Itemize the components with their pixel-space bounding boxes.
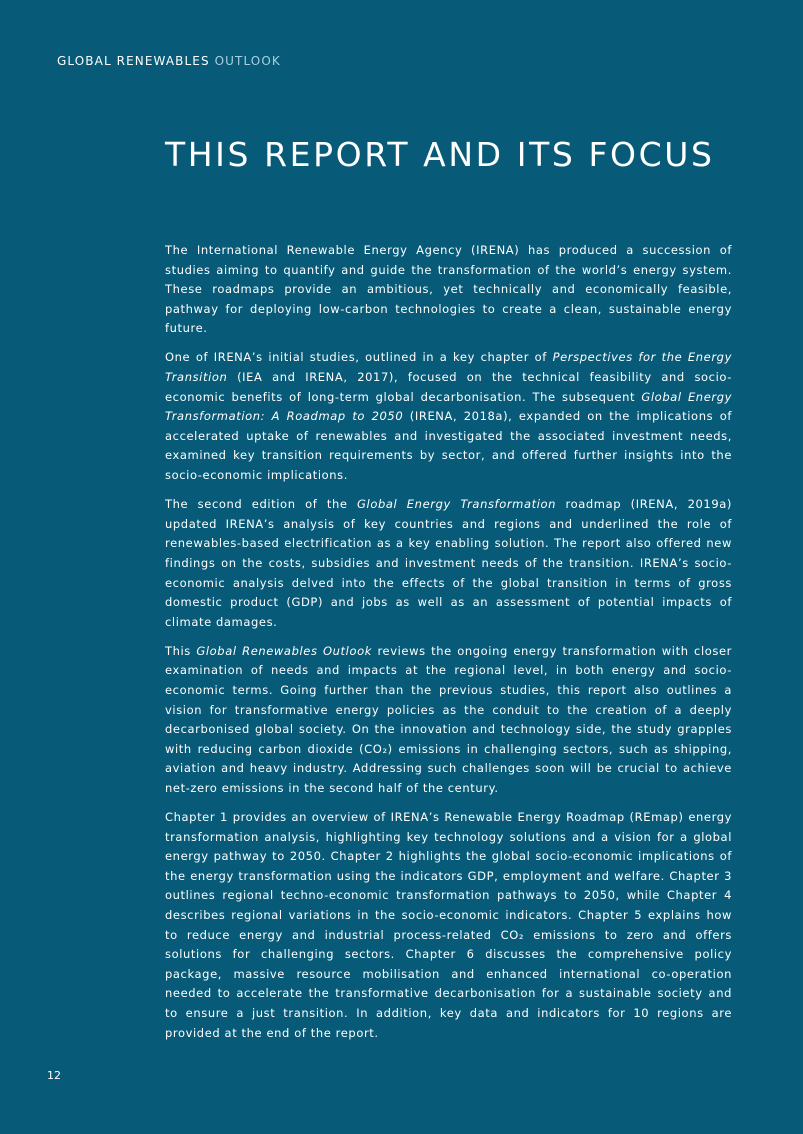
running-header-subtitle: OUTLOOK [214, 54, 281, 68]
paragraph-4-text-c: reviews the ongoing energy transformation with closer examination of needs and impacts at the regional level, in both energy and socio-economic terms. Going further than the previous studies, this report also outlines a vision for transformative energy policies as the conduit to the creation of a deeply decarbonised global society. On the innovation and technology side, the study grapples with reducing carbon dioxide (CO₂) emissions in challenging sectors, such as shipping, aviation and heavy industry. Addressing such challenges soon will be crucial to achieve net-zero emissions in the second half of the century. [165, 643, 732, 795]
paragraph-4-text-a: This [165, 643, 197, 658]
paragraph-3 [165, 495, 732, 632]
paragraph-3-title-transformation: Global Energy Transformation [357, 497, 557, 512]
body-text [165, 241, 732, 1053]
running-header-title: GLOBAL RENEWABLES [57, 54, 210, 68]
paragraph-2-title-perspectives: Perspectives for the Energy Transition [165, 350, 732, 385]
paragraph-3-text-a: The second edition of the [165, 497, 358, 512]
paragraph-2-text-c: (IEA and IRENA, 2017), focused on the technical feasibility and socio-economic benefits of long-term global decarbonisation. The subsequent [165, 370, 732, 404]
paragraph-2-title-roadmap: Global Energy Transformation: A Roadmap to 2050 [165, 389, 733, 424]
page-title: THIS REPORT AND ITS FOCUS [165, 135, 715, 174]
paragraph-4 [165, 642, 732, 799]
page-number: 12 [47, 1069, 61, 1082]
paragraph-2-text-a: One of IRENA’s initial studies, outlined in a key chapter of [165, 350, 553, 365]
running-header [57, 53, 281, 69]
paragraph-1 [165, 241, 732, 339]
paragraph-3-text-c: roadmap (IRENA, 2019a) updated IRENA’s analysis of key countries and regions and underlined the role of renewables-based electrification as a key enabling solution. The report also offered new findings on the costs, subsidies and investment needs of the transition. IRENA’s socio-economic analysis delved into the effects of the global transition in terms of gross domestic product (GDP) and jobs as well as an assessment of potential impacts of climate damages. [165, 497, 732, 629]
paragraph-5-text: Chapter 1 provides an overview of IRENA’s Renewable Energy Roadmap (REmap) energy transformation analysis, highlighting key technology solutions and a vision for a global energy pathway to 2050. Chapter 2 highlights the global socio-economic implications of the energy transformation using the indicators GDP, employment and welfare. Chapter 3 outlines regional techno-economic transformation pathways to 2050, while Chapter 4 describes regional variations in the socio-economic indicators. Chapter 5 explains how to reduce energy and industrial process-related CO₂ emissions to zero and offers solutions for challenging sectors. Chapter 6 discusses the comprehensive policy package, massive resource mobilisation and enhanced international co-operation needed to accelerate the transformative decarbonisation for a sustainable society and to ensure a just transition. In addition, key data and indicators for 10 regions are provided at the end of the report. [165, 810, 732, 1040]
paragraph-4-title-outlook: Global Renewables Outlook [196, 643, 372, 658]
paragraph-5 [165, 808, 732, 1043]
paragraph-2-text-e: (IRENA, 2018a), expanded on the implications of accelerated uptake of renewables and investigated the associated investment needs, examined key transition requirements by sector, and offered further insights into the socio-economic implications. [165, 409, 732, 483]
paragraph-2 [165, 348, 732, 485]
paragraph-1-text: The International Renewable Energy Agency (IRENA) has produced a succession of studies aiming to quantify and guide the transformation of the world’s energy system. These roadmaps provide an ambitious, yet technically and economically feasible, pathway for deploying low-carbon technologies to create a clean, sustainable energy future. [165, 243, 732, 336]
